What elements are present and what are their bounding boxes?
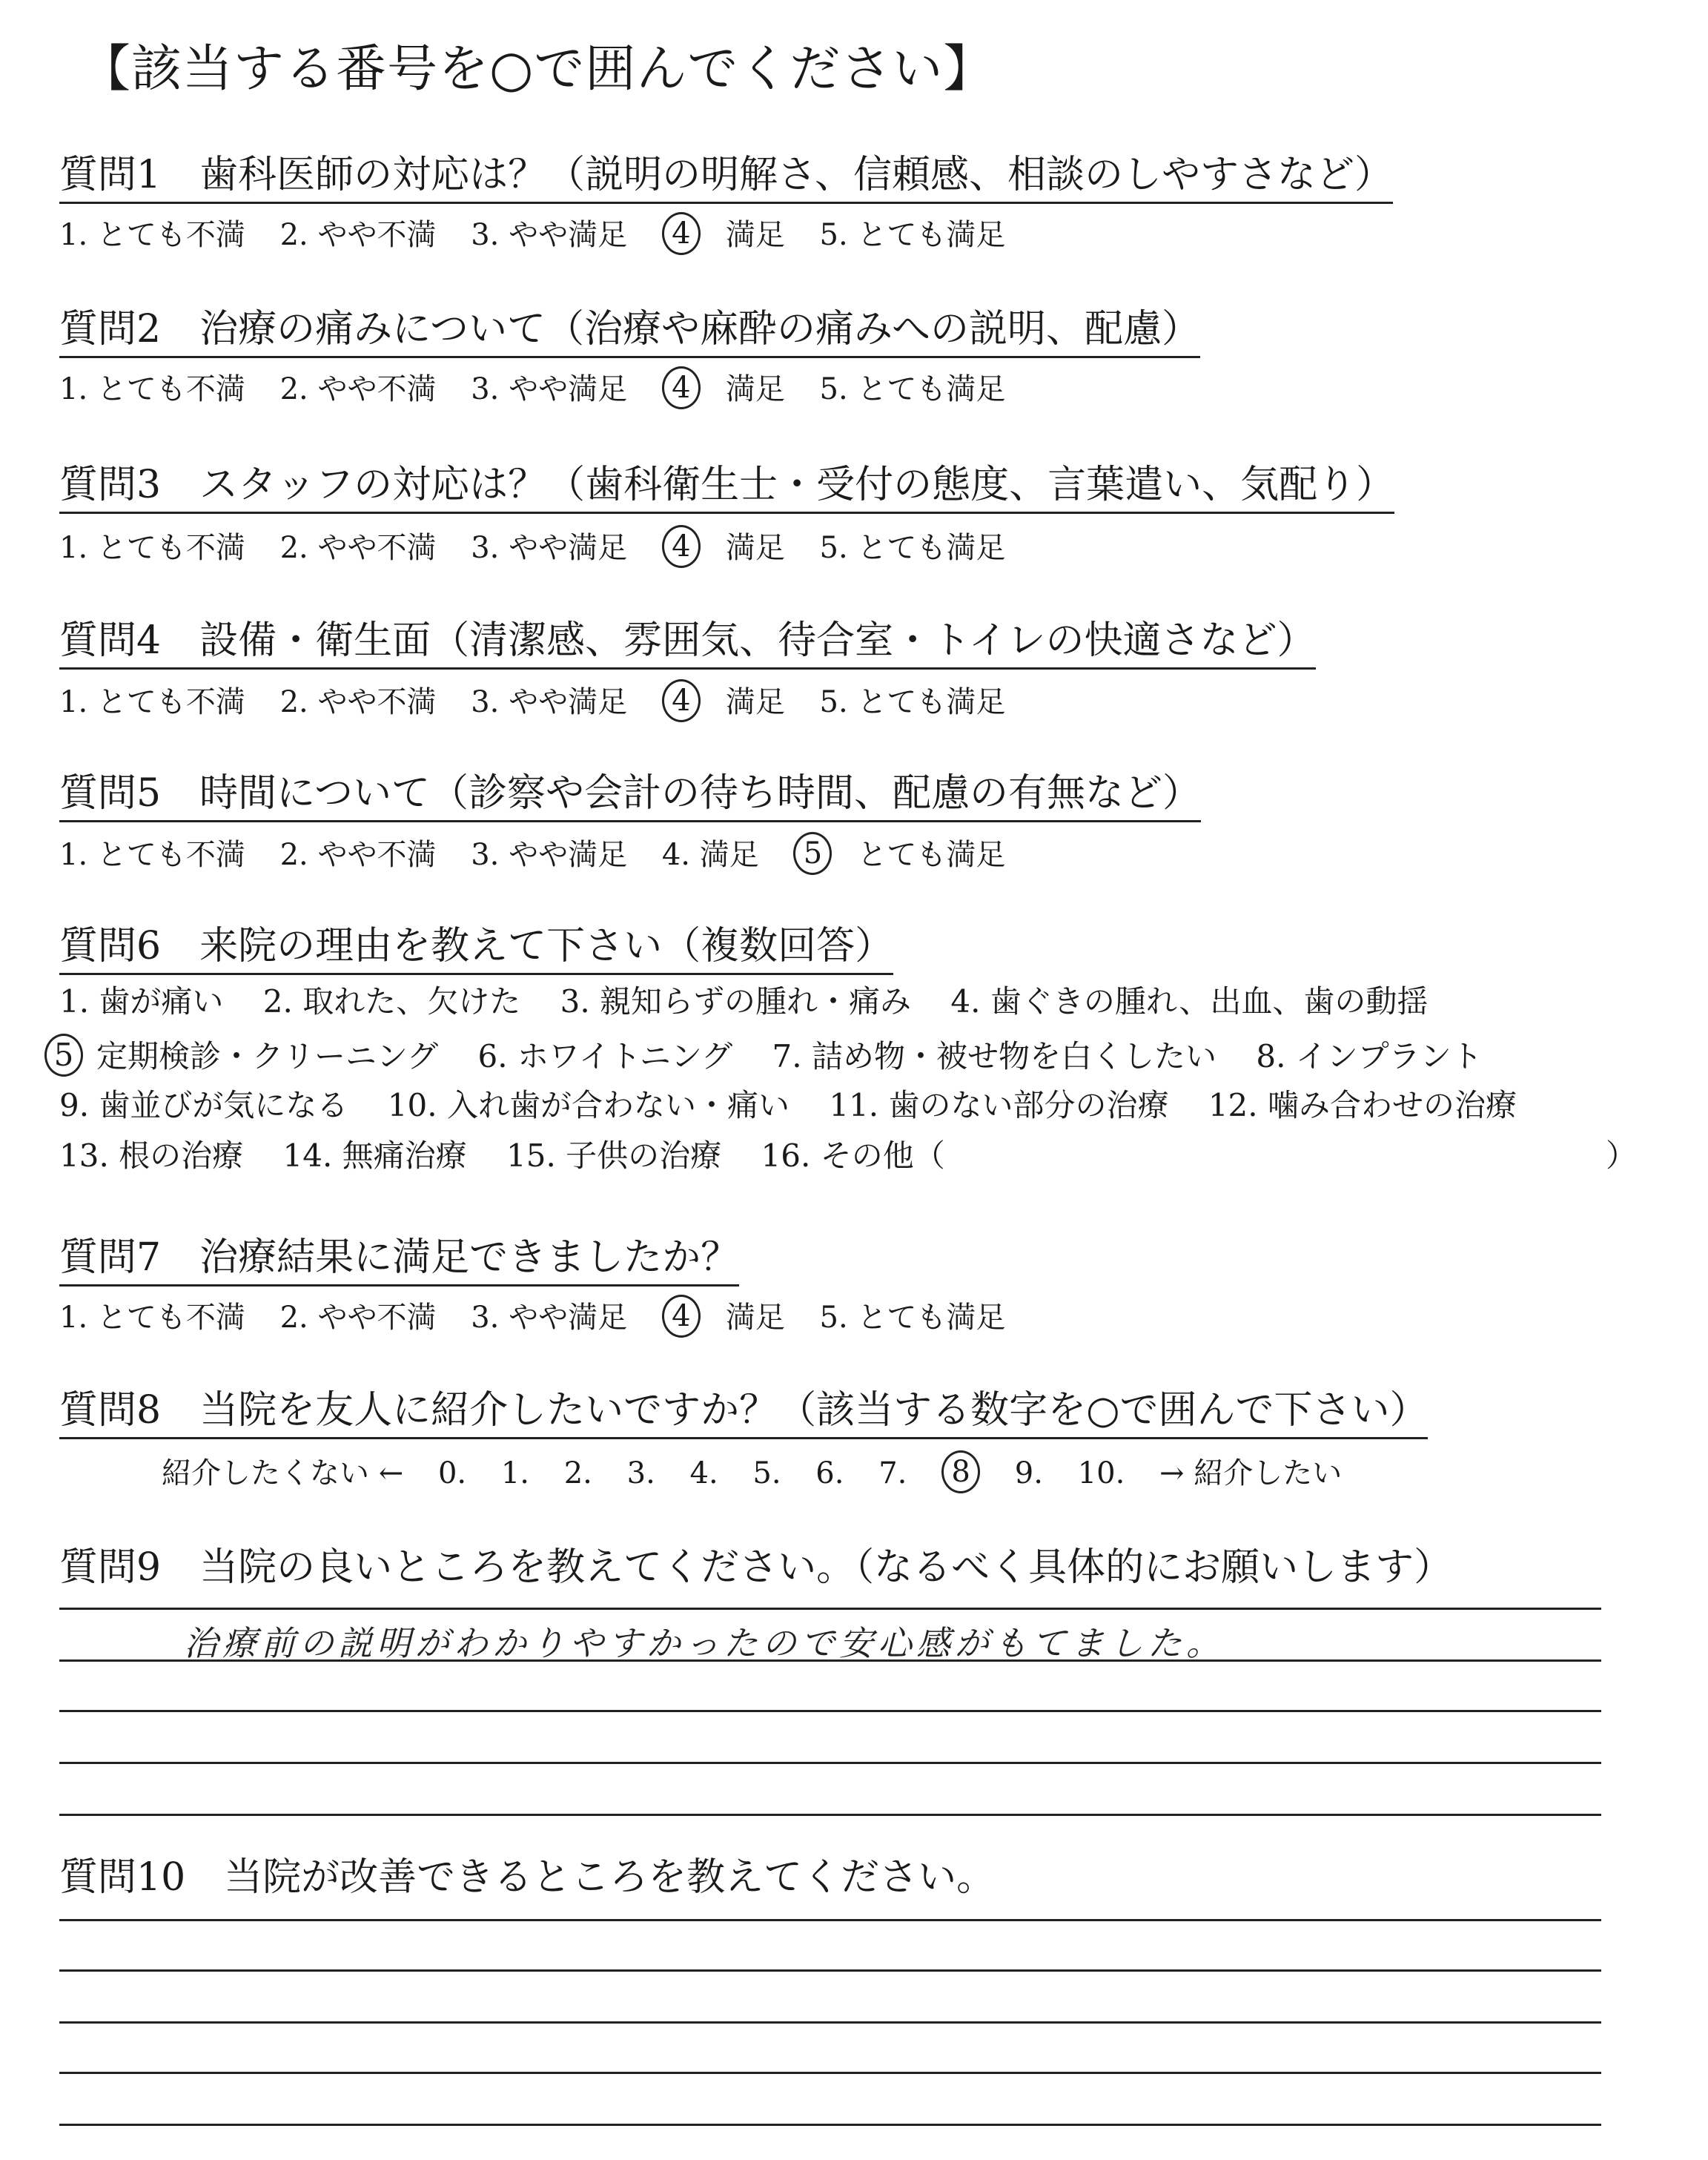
answer-line[interactable]	[59, 1969, 1601, 1972]
option-3[interactable]: 3. やや満足	[471, 372, 628, 406]
scale-3[interactable]: 3.	[626, 1456, 655, 1490]
option-5[interactable]: 5. とても満足	[819, 531, 1006, 565]
answer-line	[59, 1814, 1601, 1816]
reason-option[interactable]: 3. 親知らずの腫れ・痛み	[560, 983, 912, 1020]
question-4-label: 質問4 設備・衛生面（清潔感、雰囲気、待合室・トイレの快適さなど）	[59, 621, 1316, 670]
reason-row-4	[59, 1137, 975, 1174]
option-2[interactable]: 2. やや不満	[279, 685, 437, 719]
option-1[interactable]: 1. とても不満	[59, 1301, 245, 1335]
reason-option[interactable]: 14. 無痛治療	[282, 1137, 467, 1174]
reason-option[interactable]: 4. 歯ぐきの腫れ、出血、歯の動揺	[950, 983, 1429, 1020]
scale-6[interactable]: 6.	[815, 1456, 844, 1490]
reason-option[interactable]: 8. インプラント	[1256, 1038, 1483, 1074]
scale-2[interactable]: 2.	[563, 1456, 592, 1490]
question-5-options	[59, 833, 1030, 876]
option-1[interactable]: 1. とても不満	[59, 372, 245, 406]
option-1[interactable]: 1. とても不満	[59, 531, 245, 565]
scale-9[interactable]: 9.	[1014, 1456, 1043, 1490]
answer-line	[59, 1659, 1601, 1662]
answer-line	[59, 1608, 1601, 1610]
question-6-label: 質問6 来院の理由を教えて下さい（複数回答）	[59, 927, 893, 975]
question-2-options	[59, 368, 1030, 411]
scale-10[interactable]: 10.	[1077, 1456, 1125, 1490]
page-title: 【該当する番号を○で囲んでください】	[80, 40, 995, 99]
answer-line	[59, 1762, 1601, 1764]
answer-line[interactable]	[59, 2124, 1601, 2126]
answer-line[interactable]	[59, 2072, 1601, 2074]
option-4[interactable]: 4. 満足	[661, 838, 759, 872]
option-3[interactable]: 3. やや満足	[471, 685, 628, 719]
scale-1[interactable]: 1.	[500, 1456, 530, 1490]
reason-option[interactable]: 11. 歯のない部分の治療	[829, 1087, 1169, 1123]
reason-option[interactable]: 1. 歯が痛い	[59, 983, 224, 1020]
answer-line[interactable]	[59, 2021, 1601, 2024]
reason-option[interactable]: 2. 取れた、欠けた	[262, 983, 521, 1020]
question-8-label: 質問8 当院を友人に紹介したいですか？（該当する数字を○で囲んで下さい）	[59, 1391, 1428, 1439]
scale-0[interactable]: 0.	[437, 1456, 467, 1490]
question-3-label: 質問3 スタッフの対応は？（歯科衛生士・受付の態度、言葉遣い、気配り）	[59, 466, 1394, 514]
scale-7[interactable]: 7.	[878, 1456, 907, 1490]
reason-row-2	[44, 1035, 1512, 1078]
option-3[interactable]: 3. やや満足	[471, 218, 628, 252]
reason-option[interactable]: 9. 歯並びが気になる	[59, 1087, 348, 1123]
handwritten-answer[interactable]: 治療前の説明がわかりやすかったので安心感がもてました。	[184, 1623, 1225, 1663]
option-1[interactable]: 1. とても不満	[59, 838, 245, 872]
question-1-options	[59, 214, 1030, 257]
option-4-label: 満足	[725, 218, 785, 252]
option-4-label: 満足	[725, 685, 785, 719]
option-1[interactable]: 1. とても不満	[59, 685, 245, 719]
reason-5-circled[interactable]: 5	[44, 1034, 83, 1077]
option-5[interactable]: 5. とても満足	[819, 372, 1006, 406]
option-3[interactable]: 3. やや満足	[471, 838, 628, 872]
option-4-label: 満足	[725, 372, 785, 406]
option-5-circled[interactable]: 5	[793, 832, 832, 875]
question-3-options	[59, 526, 1030, 569]
question-2-label: 質問2 治療の痛みについて（治療や麻酔の痛みへの説明、配慮）	[59, 310, 1200, 358]
option-5[interactable]: 5. とても満足	[819, 1301, 1006, 1335]
scale-5[interactable]: 5.	[752, 1456, 781, 1490]
option-2[interactable]: 2. やや不満	[279, 531, 437, 565]
reason-option[interactable]: 13. 根の治療	[59, 1137, 244, 1174]
reason-option[interactable]: 10. 入れ歯が合わない・痛い	[387, 1087, 790, 1123]
recommend-scale	[162, 1452, 1367, 1495]
question-1-label: 質問1 歯科医師の対応は？（説明の明解さ、信頼感、相談のしやすさなど）	[59, 156, 1393, 204]
reason-option[interactable]: 7. 詰め物・被せ物を白くしたい	[772, 1038, 1217, 1074]
question-5-label: 質問5 時間について（診察や会計の待ち時間、配慮の有無など）	[59, 774, 1201, 822]
option-5[interactable]: 5. とても満足	[819, 218, 1006, 252]
reason-option[interactable]: 16. その他（	[761, 1137, 945, 1174]
question-7-label: 質問7 治療結果に満足できましたか？	[59, 1238, 739, 1287]
option-4-label: 満足	[725, 1301, 785, 1335]
option-5[interactable]: 5. とても満足	[819, 685, 1006, 719]
option-3[interactable]: 3. やや満足	[471, 1301, 628, 1335]
question-4-options	[59, 681, 1030, 724]
reason-row-3	[59, 1087, 1546, 1123]
reason-row-1	[59, 983, 1457, 1020]
scale-right-label: → 紹介したい	[1159, 1456, 1343, 1490]
reason-option: 定期検診・クリーニング	[96, 1038, 439, 1074]
option-2[interactable]: 2. やや不満	[279, 838, 437, 872]
reason-option[interactable]: 6. ホワイトニング	[477, 1038, 733, 1074]
option-3[interactable]: 3. やや満足	[471, 531, 628, 565]
scale-8-circled[interactable]: 8	[941, 1450, 980, 1493]
scale-4[interactable]: 4.	[689, 1456, 718, 1490]
scale-left-label: 紹介したくない ←	[162, 1456, 404, 1490]
option-4-circled[interactable]: 4	[662, 525, 701, 568]
reason-option[interactable]: 15. 子供の治療	[506, 1137, 722, 1174]
option-4-circled[interactable]: 4	[662, 212, 701, 255]
option-4-circled[interactable]: 4	[662, 1295, 701, 1338]
reason-option[interactable]: 12. 噛み合わせの治療	[1208, 1087, 1517, 1123]
option-1[interactable]: 1. とても不満	[59, 218, 245, 252]
option-4-label: 満足	[725, 531, 785, 565]
option-4-circled[interactable]: 4	[662, 366, 701, 409]
question-10-label: 質問10 当院が改善できるところを教えてください。	[59, 1855, 996, 1900]
question-7-options	[59, 1296, 1030, 1339]
other-close-paren: ）	[1606, 1137, 1638, 1174]
answer-line[interactable]	[59, 1919, 1601, 1921]
question-9-label: 質問9 当院の良いところを教えてください。（なるべく具体的にお願いします）	[59, 1545, 1453, 1590]
answer-line	[59, 1710, 1601, 1712]
option-2[interactable]: 2. やや不満	[279, 218, 437, 252]
option-2[interactable]: 2. やや不満	[279, 372, 437, 406]
option-2[interactable]: 2. やや不満	[279, 1301, 437, 1335]
option-5-label: とても満足	[857, 838, 1006, 872]
option-4-circled[interactable]: 4	[662, 679, 701, 722]
